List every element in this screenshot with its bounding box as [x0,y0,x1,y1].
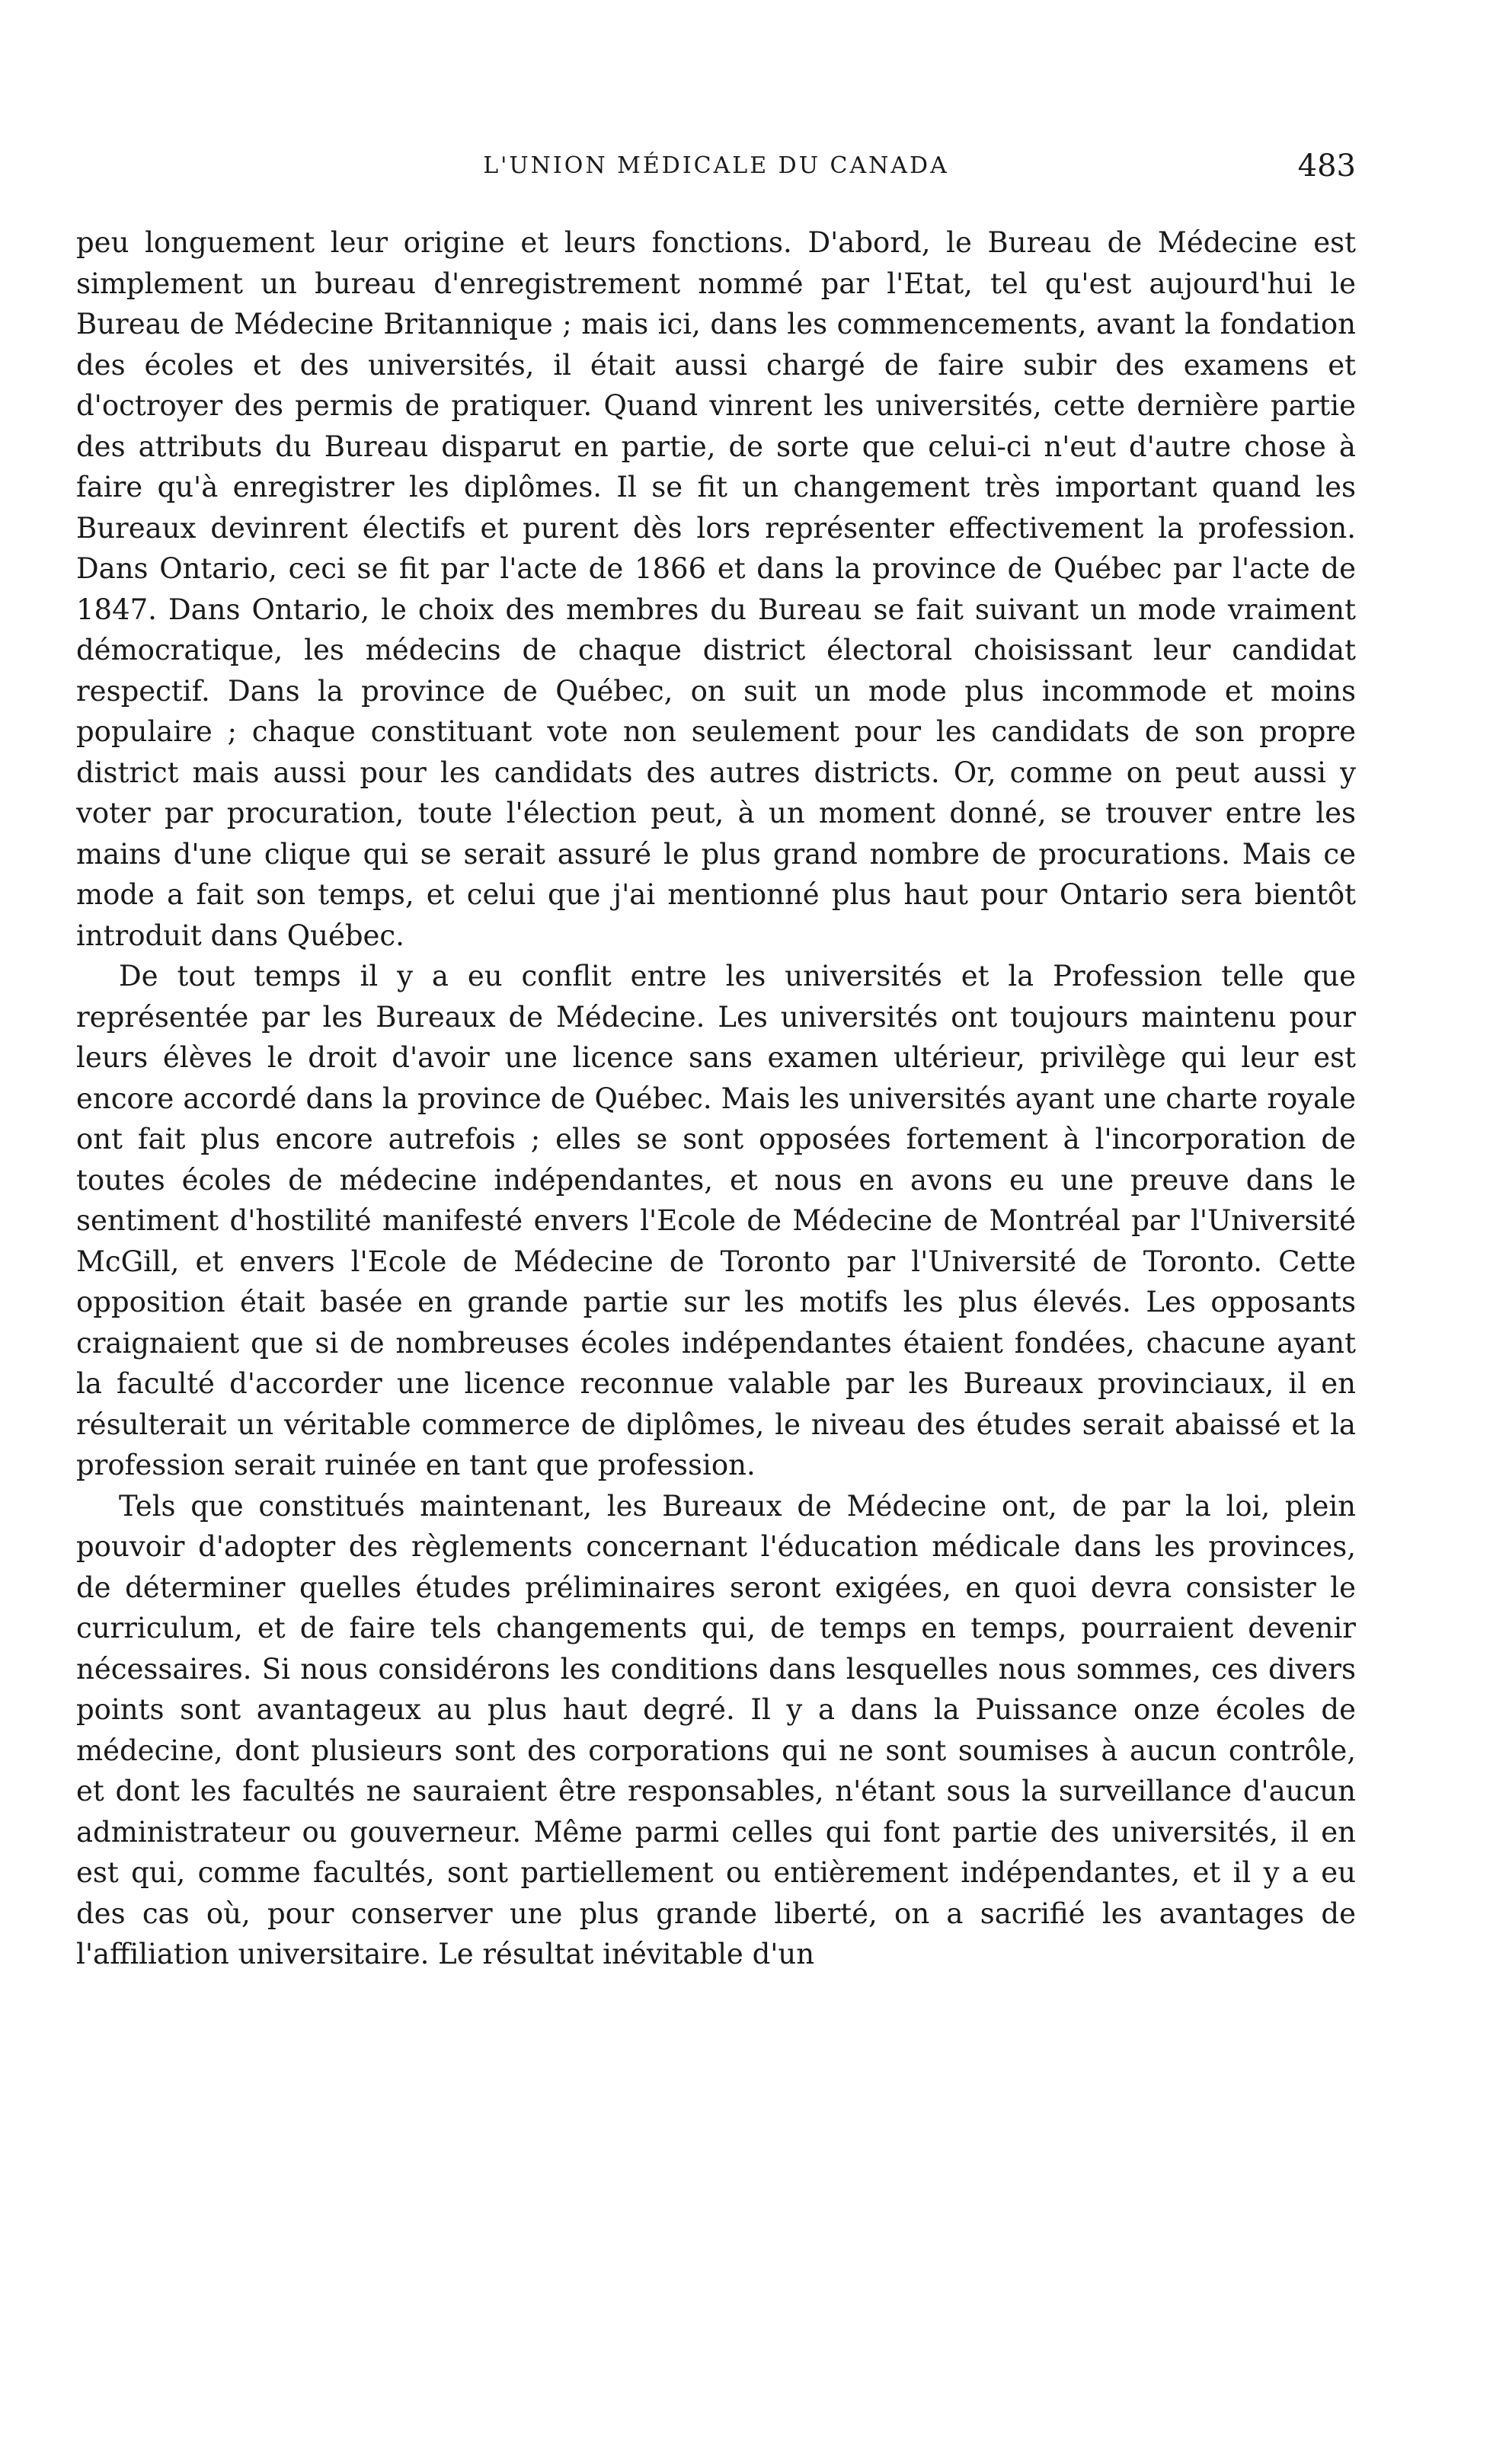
running-title: L'UNION MÉDICALE DU CANADA [483,152,949,179]
paragraph-1: peu longuement leur origine et leurs fonctions. D'abord, le Bureau de Médecine est simplement un bureau d'enregistrement nommé par l'Etat, tel qu'est aujourd'hui le Bureau de Médecine Britannique ; mais ici, dans les commencements, avant la fondation des écoles et des universités, il était aussi chargé de faire subir des examens et d'octroyer des permis de pratiquer. Quand vinrent les universités, cette dernière partie des attributs du Bureau disparut en partie, de sorte que celui-ci n'eut d'autre chose à faire qu'à enregistrer les diplômes. Il se fit un changement très important quand les Bureaux devinrent électifs et purent dès lors représenter effectivement la profession. Dans Ontario, ceci se fit par l'acte de 1866 et dans la province de Québec par l'acte de 1847. Dans Ontario, le choix des membres du Bureau se fait suivant un mode vraiment démocratique, les médecins de chaque district électoral choisissant leur candidat respectif. Dans la province de Québec, on suit un mode plus incommode et moins populaire ; chaque constituant vote non seulement pour les candidats de son propre district mais aussi pour les candidats des autres districts. Or, comme on peut aussi y voter par procuration, toute l'élection peut, à un moment donné, se trouver entre les mains d'une clique qui se serait assuré le plus grand nombre de procurations. Mais ce mode a fait son temps, et celui que j'ai mentionné plus haut pour Ontario sera bientôt introduit dans Québec. [76,226,1356,952]
page-number: 483 [1297,149,1356,184]
page-header [76,143,1356,189]
paragraph-2: De tout temps il y a eu conflit entre les universités et la Profession telle que représentée par les Bureaux de Médecine. Les universités ont toujours maintenu pour leurs élèves le droit d'avoir une licence sans examen ultérieur, privilège qui leur est encore accordé dans la province de Québec. Mais les universités ayant une charte royale ont fait plus encore autrefois ; elles se sont opposées fortement à l'incorporation de toutes écoles de médecine indépendantes, et nous en avons eu une preuve dans le sentiment d'hostilité manifesté envers l'Ecole de Médecine de Montréal par l'Université McGill, et envers l'Ecole de Médecine de Toronto par l'Université de Toronto. Cette opposition était basée en grande partie sur les motifs les plus élevés. Les opposants craignaient que si de nombreuses écoles indépendantes étaient fondées, chacune ayant la faculté d'accorder une licence reconnue valable par les Bureaux provinciaux, il en résulterait un véritable commerce de diplômes, le niveau des études serait abaissé et la profession serait ruinée en tant que profession. [76,960,1356,1481]
paragraph-3: Tels que constitués maintenant, les Bureaux de Médecine ont, de par la loi, plein pouvoir d'adopter des règlements concernant l'éducation médicale dans les provinces, de déterminer quelles études préliminaires seront exigées, en quoi devra consister le curriculum, et de faire tels changements qui, de temps en temps, pourraient devenir nécessaires. Si nous considérons les conditions dans lesquelles nous sommes, ces divers points sont avantageux au plus haut degré. Il y a dans la Puissance onze écoles de médecine, dont plusieurs sont des corporations qui ne sont soumises à aucun contrôle, et dont les facultés ne sauraient être responsables, n'étant sous la surveillance d'aucun administrateur ou gouverneur. Même parmi celles qui font partie des universités, il en est qui, comme facultés, sont partiellement ou entièrement indépendantes, et il y a eu des cas où, pour conserver une plus grande liberté, on a sacrifié les avantages de l'affiliation universitaire. Le résultat inévitable d'un [76,1489,1356,1970]
body-text [76,222,1356,1975]
